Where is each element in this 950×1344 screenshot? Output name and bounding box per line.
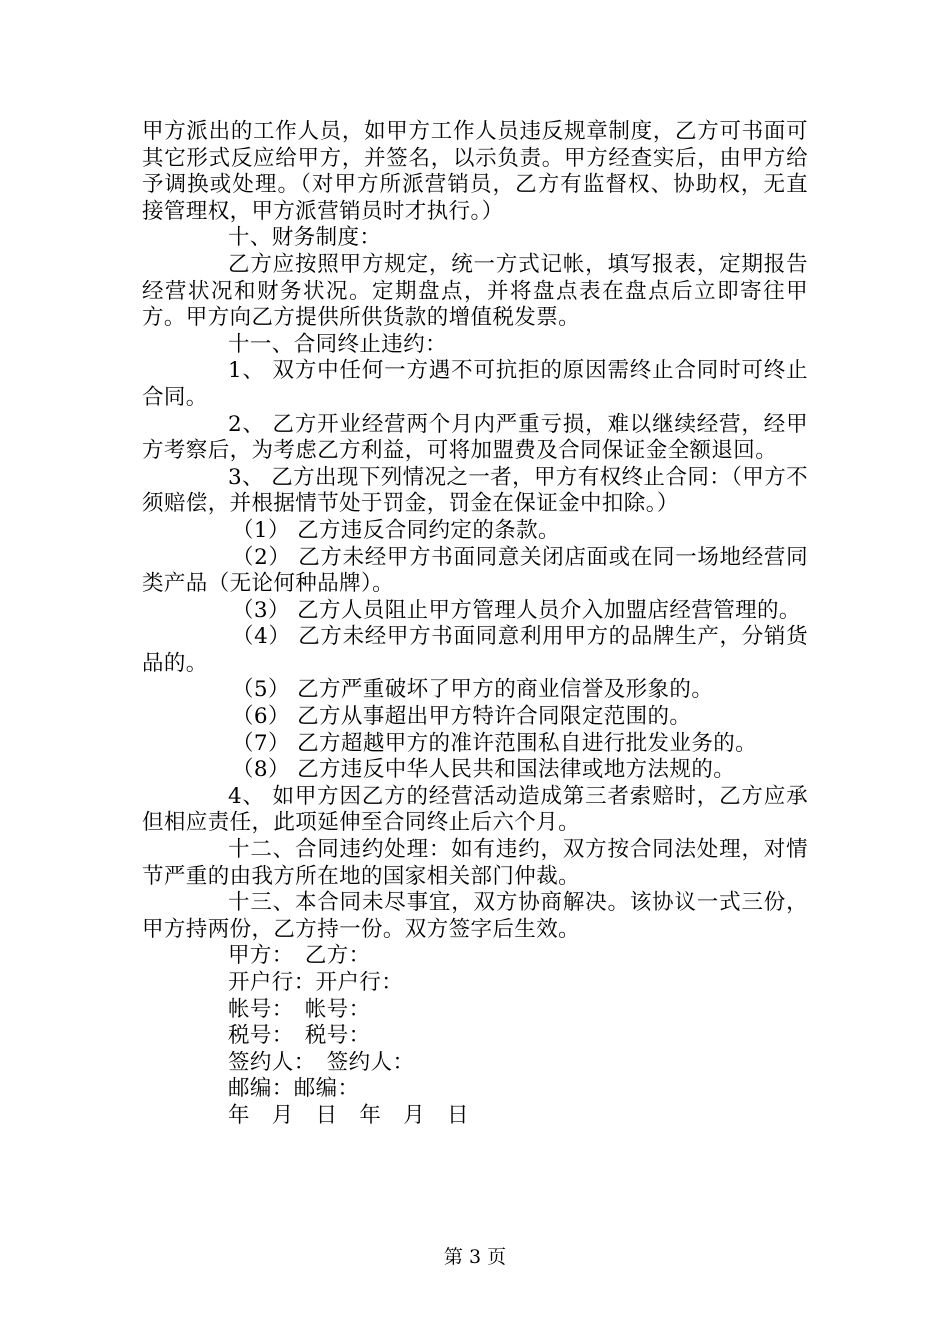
paragraph-finance: 乙方应按照甲方规定，统一方式记帐，填写报表，定期报告经营状况和财务状况。定期盘点，并将盘点表在盘点后立即寄往甲方。甲方向乙方提供所供货款的增值税发票。	[142, 251, 808, 331]
document-body	[142, 119, 808, 1130]
subclause-5: （5） 乙方严重破坏了甲方的商业信誉及形象的。	[232, 677, 714, 703]
signature-block	[142, 943, 808, 1129]
signature-line-party: 甲方： 乙方：	[228, 943, 371, 969]
clause-termination-4: 4、 如甲方因乙方的经营活动造成第三者索赔时，乙方应承但相应责任，此项延伸至合同终止后六个月。	[142, 783, 808, 836]
clause-termination-1: 1、 双方中任何一方遇不可抗拒的原因需终止合同时可终止合同。	[142, 358, 808, 410]
heading-finance: 十、财务制度：	[228, 225, 382, 251]
paragraph-staff-rules: 甲方派出的工作人员，如甲方工作人员违反规章制度，乙方可书面可其它形式反应给甲方，并签名，以示负责。甲方经查实后，由甲方给予调换或处理。（对甲方所派营销员，乙方有监督权、协助权，无直接管理权，甲方派营销员时才执行。）	[142, 119, 808, 224]
subclause-7: （7） 乙方超越甲方的准许范围私自进行批发业务的。	[232, 730, 758, 756]
heading-breach: 十二、合同违约处理：如有违约，双方按合同法处理，对情节严重的由我方所在地的国家相关部门仲裁。	[142, 837, 808, 889]
subclause-3: （3） 乙方人员阻止甲方管理人员介入加盟店经营管理的。	[232, 597, 801, 623]
subclause-8: （8） 乙方违反中华人民共和国法律或地方法规的。	[232, 757, 736, 783]
heading-misc: 十三、本合同未尽事宜，双方协商解决。该协议一式三份，甲方持两份，乙方持一份。双方签字后生效。	[142, 890, 808, 942]
clause-termination-2: 2、 乙方开业经营两个月内严重亏损，难以继续经营，经甲方考察后，为考虑乙方利益，可将加盟费及合同保证金全额退回。	[142, 411, 808, 464]
clause-termination-3: 3、 乙方出现下列情况之一者，甲方有权终止合同：（甲方不须赔偿，并根据情节处于罚金，罚金在保证金中扣除。）	[142, 464, 808, 517]
signature-line-date: 年 月 日 年 月 日	[228, 1102, 469, 1128]
signature-line-bank: 开户行：开户行：	[228, 970, 404, 995]
subclause-1: （1） 乙方违反合同约定的条款。	[232, 517, 560, 543]
signature-line-tax: 税号： 税号：	[228, 1023, 371, 1049]
subclause-6: （6） 乙方从事超出甲方特许合同限定范围的。	[232, 704, 692, 730]
page-number: 第 3 页	[443, 1246, 507, 1268]
signature-line-signer: 签约人： 签约人：	[228, 1049, 415, 1075]
signature-line-postcode: 邮编：邮编：	[228, 1076, 360, 1102]
signature-line-account: 帐号： 帐号：	[228, 996, 371, 1022]
heading-termination: 十一、合同终止违约：	[228, 331, 448, 357]
subclause-4: （4） 乙方未经甲方书面同意利用甲方的品牌生产，分销货品的。	[142, 624, 808, 676]
subclause-2: （2） 乙方未经甲方书面同意关闭店面或在同一场地经营同类产品（无论何种品牌）。	[142, 544, 808, 597]
